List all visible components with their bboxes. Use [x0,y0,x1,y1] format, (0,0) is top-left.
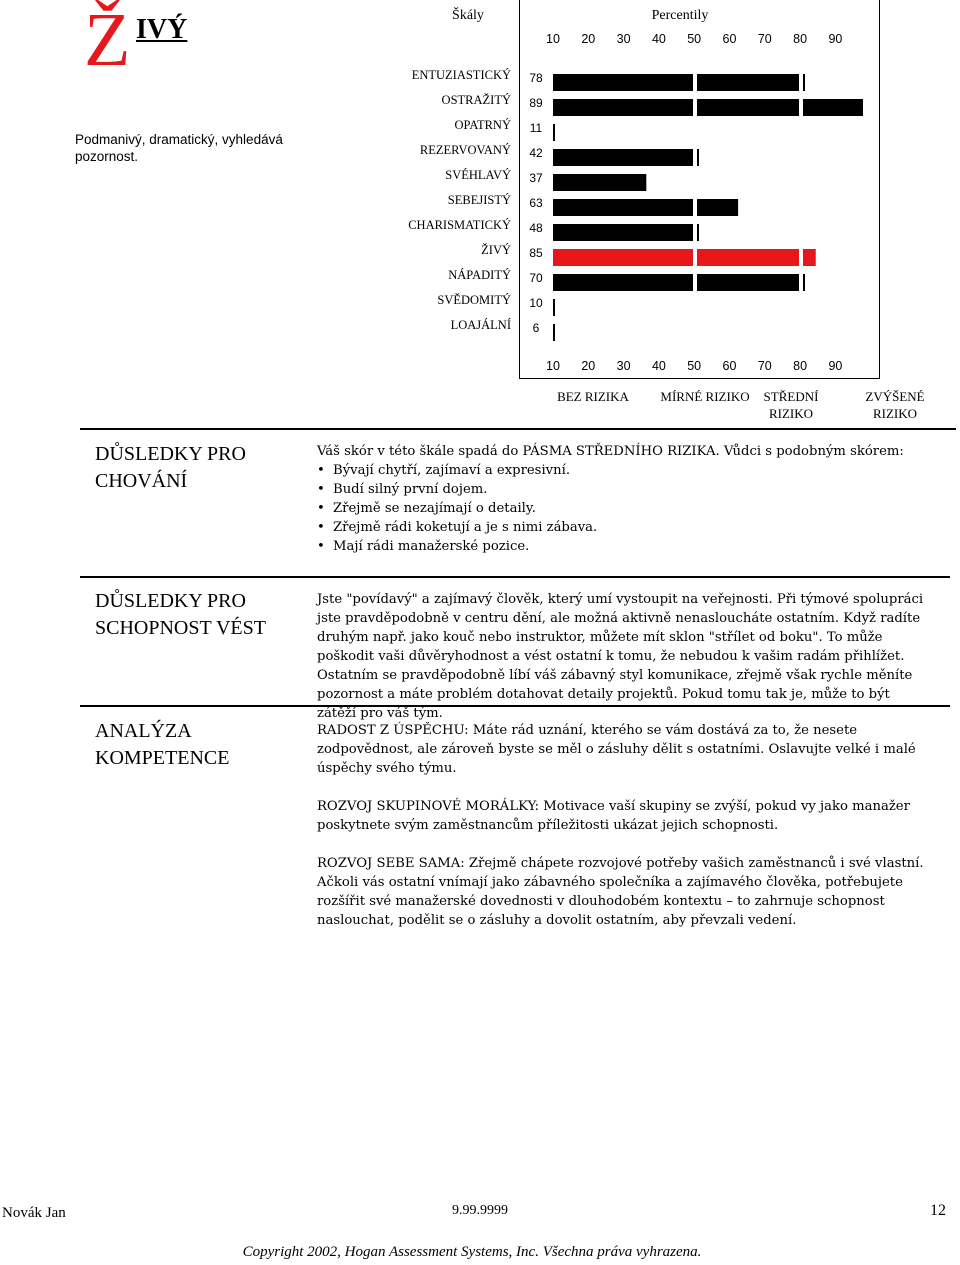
behavior-bullet: • Bývají chytří, zajímaví a expresivní. [317,461,932,480]
scale-name: OSTRAŽITÝ [441,93,511,107]
bar-entuziastický [803,74,805,91]
bar-charismatický [553,224,693,241]
x-tick-label-bottom: 30 [616,359,631,373]
bar-ostražitý [803,99,863,116]
bar-živý [697,249,799,266]
x-tick-label-bottom: 10 [546,359,560,373]
x-tick-label-top: 30 [616,32,631,46]
behavior-body [317,442,932,556]
x-tick-label-bottom: 50 [687,359,702,373]
scale-name: SEBEJISTÝ [447,193,511,207]
bar-ostražitý [697,99,799,116]
x-tick-label-top: 70 [757,32,772,46]
behavior-bullet: • Zřejmě se nezajímají o detaily. [317,499,932,518]
scale-name: OPATRNÝ [454,118,511,132]
behavior-bullet: • Mají rádi manažerské pozice. [317,537,932,556]
logo-first-letter: Ž [84,0,131,82]
risk-label-high [856,388,934,422]
x-tick-label-top: 60 [722,32,737,46]
bar-nápaditý [803,274,805,291]
bar-nápaditý [697,274,799,291]
divider-leadership [80,576,950,578]
bar-rezervovaný [553,149,693,166]
percentile-chart [519,0,880,380]
risk-label-mid [756,388,826,422]
bar-sebejistý [553,199,693,216]
leadership-text: Jste "povídavý" a zajímavý člověk, který umí vystoupit na veřejnosti. Při týmové spolupráci jste pravděpodobně v centru dění, ale možná aktivně nenasloucháte ostatním. Když radíte druhým např. jako kouč nebo instruktor, můžete mít sklon "střílet od boku". To může poškodit vaši důvěryhodnost a vést ostatní k tomu, že nebudou k vašim radám přihlížet. Ostatním se pravděpodobně líbí váš zábavný styl komunikace, zřejmě však rychle měníte pozornost a máte problém dotahovat detaily projektů. Pokud tomu tak je, může to být zátěží pro váš tým. [317,592,924,721]
leadership-heading-line2: SCHOPNOST VÉST [95,617,266,639]
scale-name: NÁPADITÝ [448,268,511,282]
risk-label-none: BEZ RIZIKA [557,389,629,404]
footer-person-name: Novák Jan [2,1205,66,1221]
scale-value: 6 [532,321,540,335]
behavior-intro: Váš skór v této škále spadá do PÁSMA STŘEDNÍHO RIZIKA. Vůdci s podobným skórem: [317,444,904,459]
scale-value: 48 [529,221,543,235]
x-tick-label-bottom: 90 [828,359,843,373]
risk-label-mid-line2: RIZIKO [768,406,814,421]
competence-achievement: RADOST Z ÚSPĚCHU: Máte rád uznání, kterého se vám dostává za to, že nesete zodpovědnost, ale zároveň byste se měl o zásluhy dělit s ostatními. Oslavujte velké i malé úspěchy svého týmu. [317,723,916,776]
scale-name: ENTUZIASTICKÝ [411,68,511,82]
bar-nápaditý [553,274,693,291]
scale-name: ŽIVÝ [481,243,511,257]
scale-value: 70 [529,271,543,285]
x-tick-label-bottom: 20 [581,359,596,373]
scale-name: LOAJÁLNÍ [450,318,511,332]
behavior-heading-line1: DŮSLEDKY PRO [95,443,246,465]
x-tick-label-top: 40 [651,32,666,46]
scale-value: 11 [529,121,543,135]
risk-label-high-line2: RIZIKO [872,406,918,421]
footer-page-number: 12 [930,1202,946,1219]
scale-value: 37 [529,171,543,185]
scale-value: 89 [529,96,543,110]
x-tick-label-bottom: 40 [651,359,666,373]
x-tick-label-bottom: 70 [757,359,772,373]
leadership-heading-line1: DŮSLEDKY PRO [95,590,246,612]
bar-sebejistý [697,199,738,216]
scale-value: 10 [529,296,543,310]
scale-value: 63 [529,196,543,210]
bar-rezervovaný [697,149,699,166]
risk-label-mid-line1: STŘEDNÍ [763,389,819,404]
scale-name: REZERVOVANÝ [419,143,511,157]
competence-heading [95,718,305,772]
scale-title-logo [84,0,188,82]
competence-heading-line1: ANALÝZA [95,720,192,742]
leadership-body [317,590,932,723]
bar-živý [803,249,816,266]
bar-charismatický [697,224,699,241]
bar-živý [553,249,693,266]
x-tick-label-top: 10 [546,32,560,46]
scale-description: Podmanivý, dramatický, vyhledává pozornost. [75,132,283,164]
scale-name: CHARISMATICKÝ [408,218,511,232]
competence-self-development: ROZVOJ SEBE SAMA: Zřejmě chápete rozvojové potřeby vašich zaměstnanců i své vlastní. Ačkoli vás ostatní vnímají jako zábavného společníka a zajímavého člověka, potřebujete rozšířit své manažerské dovednosti v dlouhodobém kontextu – to zahrnuje schopnost naslouchat, podělit se o zásluhy a dovolit ostatním, aby převzali vedení. [317,856,924,928]
behavior-bullet: • Zřejmě rádi koketují a je s nimi zábava. [317,518,932,537]
scale-name: SVĚDOMITÝ [437,293,511,307]
percentiles-header: Percentily [651,8,709,23]
behavior-bullet-list [317,461,932,556]
scale-value: 85 [529,246,543,260]
competence-body [317,721,932,930]
x-tick-label-top: 50 [687,32,702,46]
x-tick-label-top: 80 [793,32,808,46]
logo-rest: IVÝ [136,14,188,45]
competence-heading-line2: KOMPETENCE [95,747,230,769]
competence-morale: ROZVOJ SKUPINOVÉ MORÁLKY: Motivace vaší skupiny se zvýší, pokud vy jako manažer poskytnete svým zaměstnancům příležitosti ukázat jejich schopnosti. [317,799,910,833]
behavior-heading-line2: CHOVÁNÍ [95,470,188,492]
scale-value: 78 [529,71,543,85]
bar-entuziastický [553,74,693,91]
footer-date: 9.99.9999 [452,1203,508,1218]
x-tick-label-bottom: 60 [722,359,737,373]
risk-label-mild: MÍRNÉ RIZIKO [660,389,750,404]
x-tick-label-top: 20 [581,32,596,46]
divider-behavior [80,428,956,430]
bar-ostražitý [553,99,693,116]
bar-entuziastický [697,74,799,91]
scale-value: 42 [529,146,543,160]
behavior-bullet: • Budí silný první dojem. [317,480,932,499]
leadership-heading [95,588,305,642]
footer-copyright: Copyright 2002, Hogan Assessment Systems, Inc. Všechna práva vyhrazena. [242,1244,702,1260]
risk-label-high-line1: ZVÝŠENÉ [865,389,925,404]
bar-svéhlavý [553,174,646,191]
scales-header: Škály [452,8,484,23]
x-tick-label-top: 90 [828,32,843,46]
behavior-heading [95,441,305,495]
scale-name: SVÉHLAVÝ [445,168,511,182]
x-tick-label-bottom: 80 [793,359,808,373]
